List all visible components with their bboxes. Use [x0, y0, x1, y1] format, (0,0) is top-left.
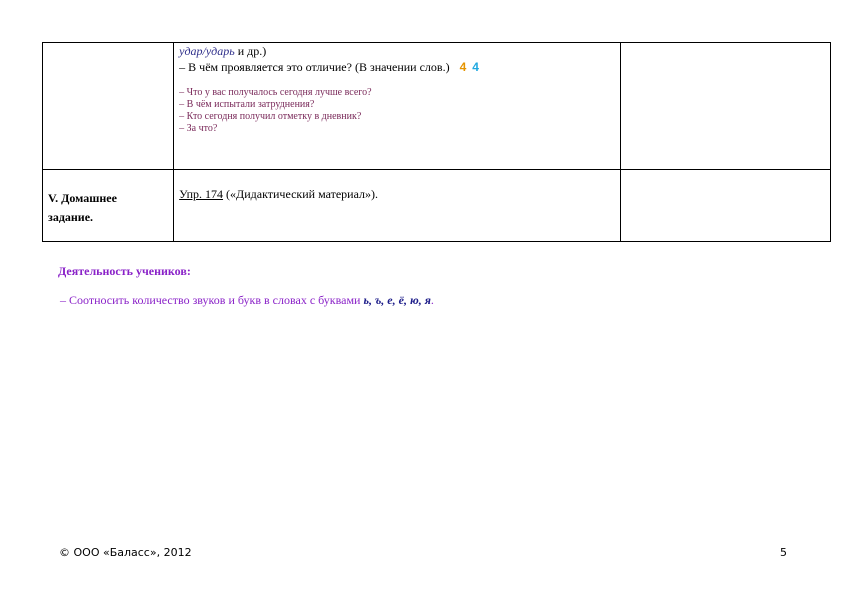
stage-cell	[43, 170, 174, 242]
notes-cell-empty	[620, 170, 830, 242]
exercise-ref: Упр. 174	[179, 187, 224, 201]
question-line	[179, 60, 620, 75]
copyright-footer: © ООО «Баласс», 2012	[59, 546, 192, 559]
reflection-line: – Что у вас получалось сегодня лучше всего?	[179, 87, 372, 98]
section-title-line1: V. Домашнее	[48, 191, 117, 205]
badge-blue: 4	[472, 60, 479, 74]
exercise-source: («Дидактический материал»).	[223, 187, 378, 201]
activity-heading: Деятельность учеников:	[58, 264, 191, 278]
content-cell	[174, 43, 621, 170]
question-text: – В чём проявляется это отличие? (В значении слов.)	[179, 60, 450, 74]
reflection-line: – В чём испытали затруднения?	[179, 99, 315, 110]
badge-orange: 4	[459, 60, 467, 74]
notes-cell-empty	[620, 43, 830, 170]
reflection-line: – Кто сегодня получил отметку в дневник?	[179, 111, 362, 122]
words-rest: и др.)	[234, 44, 267, 58]
example-words: удар/ударь	[179, 44, 235, 58]
reflection-line: – За что?	[179, 123, 218, 134]
activity-letters: ь, ъ, е, ё, ю, я	[363, 293, 431, 307]
activity-text: – Соотносить количество звуков и букв в словах с буквами	[60, 293, 364, 307]
page-number: 5	[780, 546, 787, 559]
homework-cell	[174, 170, 621, 242]
table-row	[43, 43, 831, 170]
reflection-questions	[179, 87, 620, 135]
table-row	[43, 170, 831, 242]
section-title-line2: задание.	[48, 210, 94, 224]
activity-suffix: .	[430, 293, 434, 307]
activity-item	[60, 293, 434, 308]
student-activity	[58, 264, 434, 308]
lesson-table	[42, 42, 831, 242]
stage-cell-empty	[43, 43, 174, 170]
words-line	[179, 44, 620, 59]
